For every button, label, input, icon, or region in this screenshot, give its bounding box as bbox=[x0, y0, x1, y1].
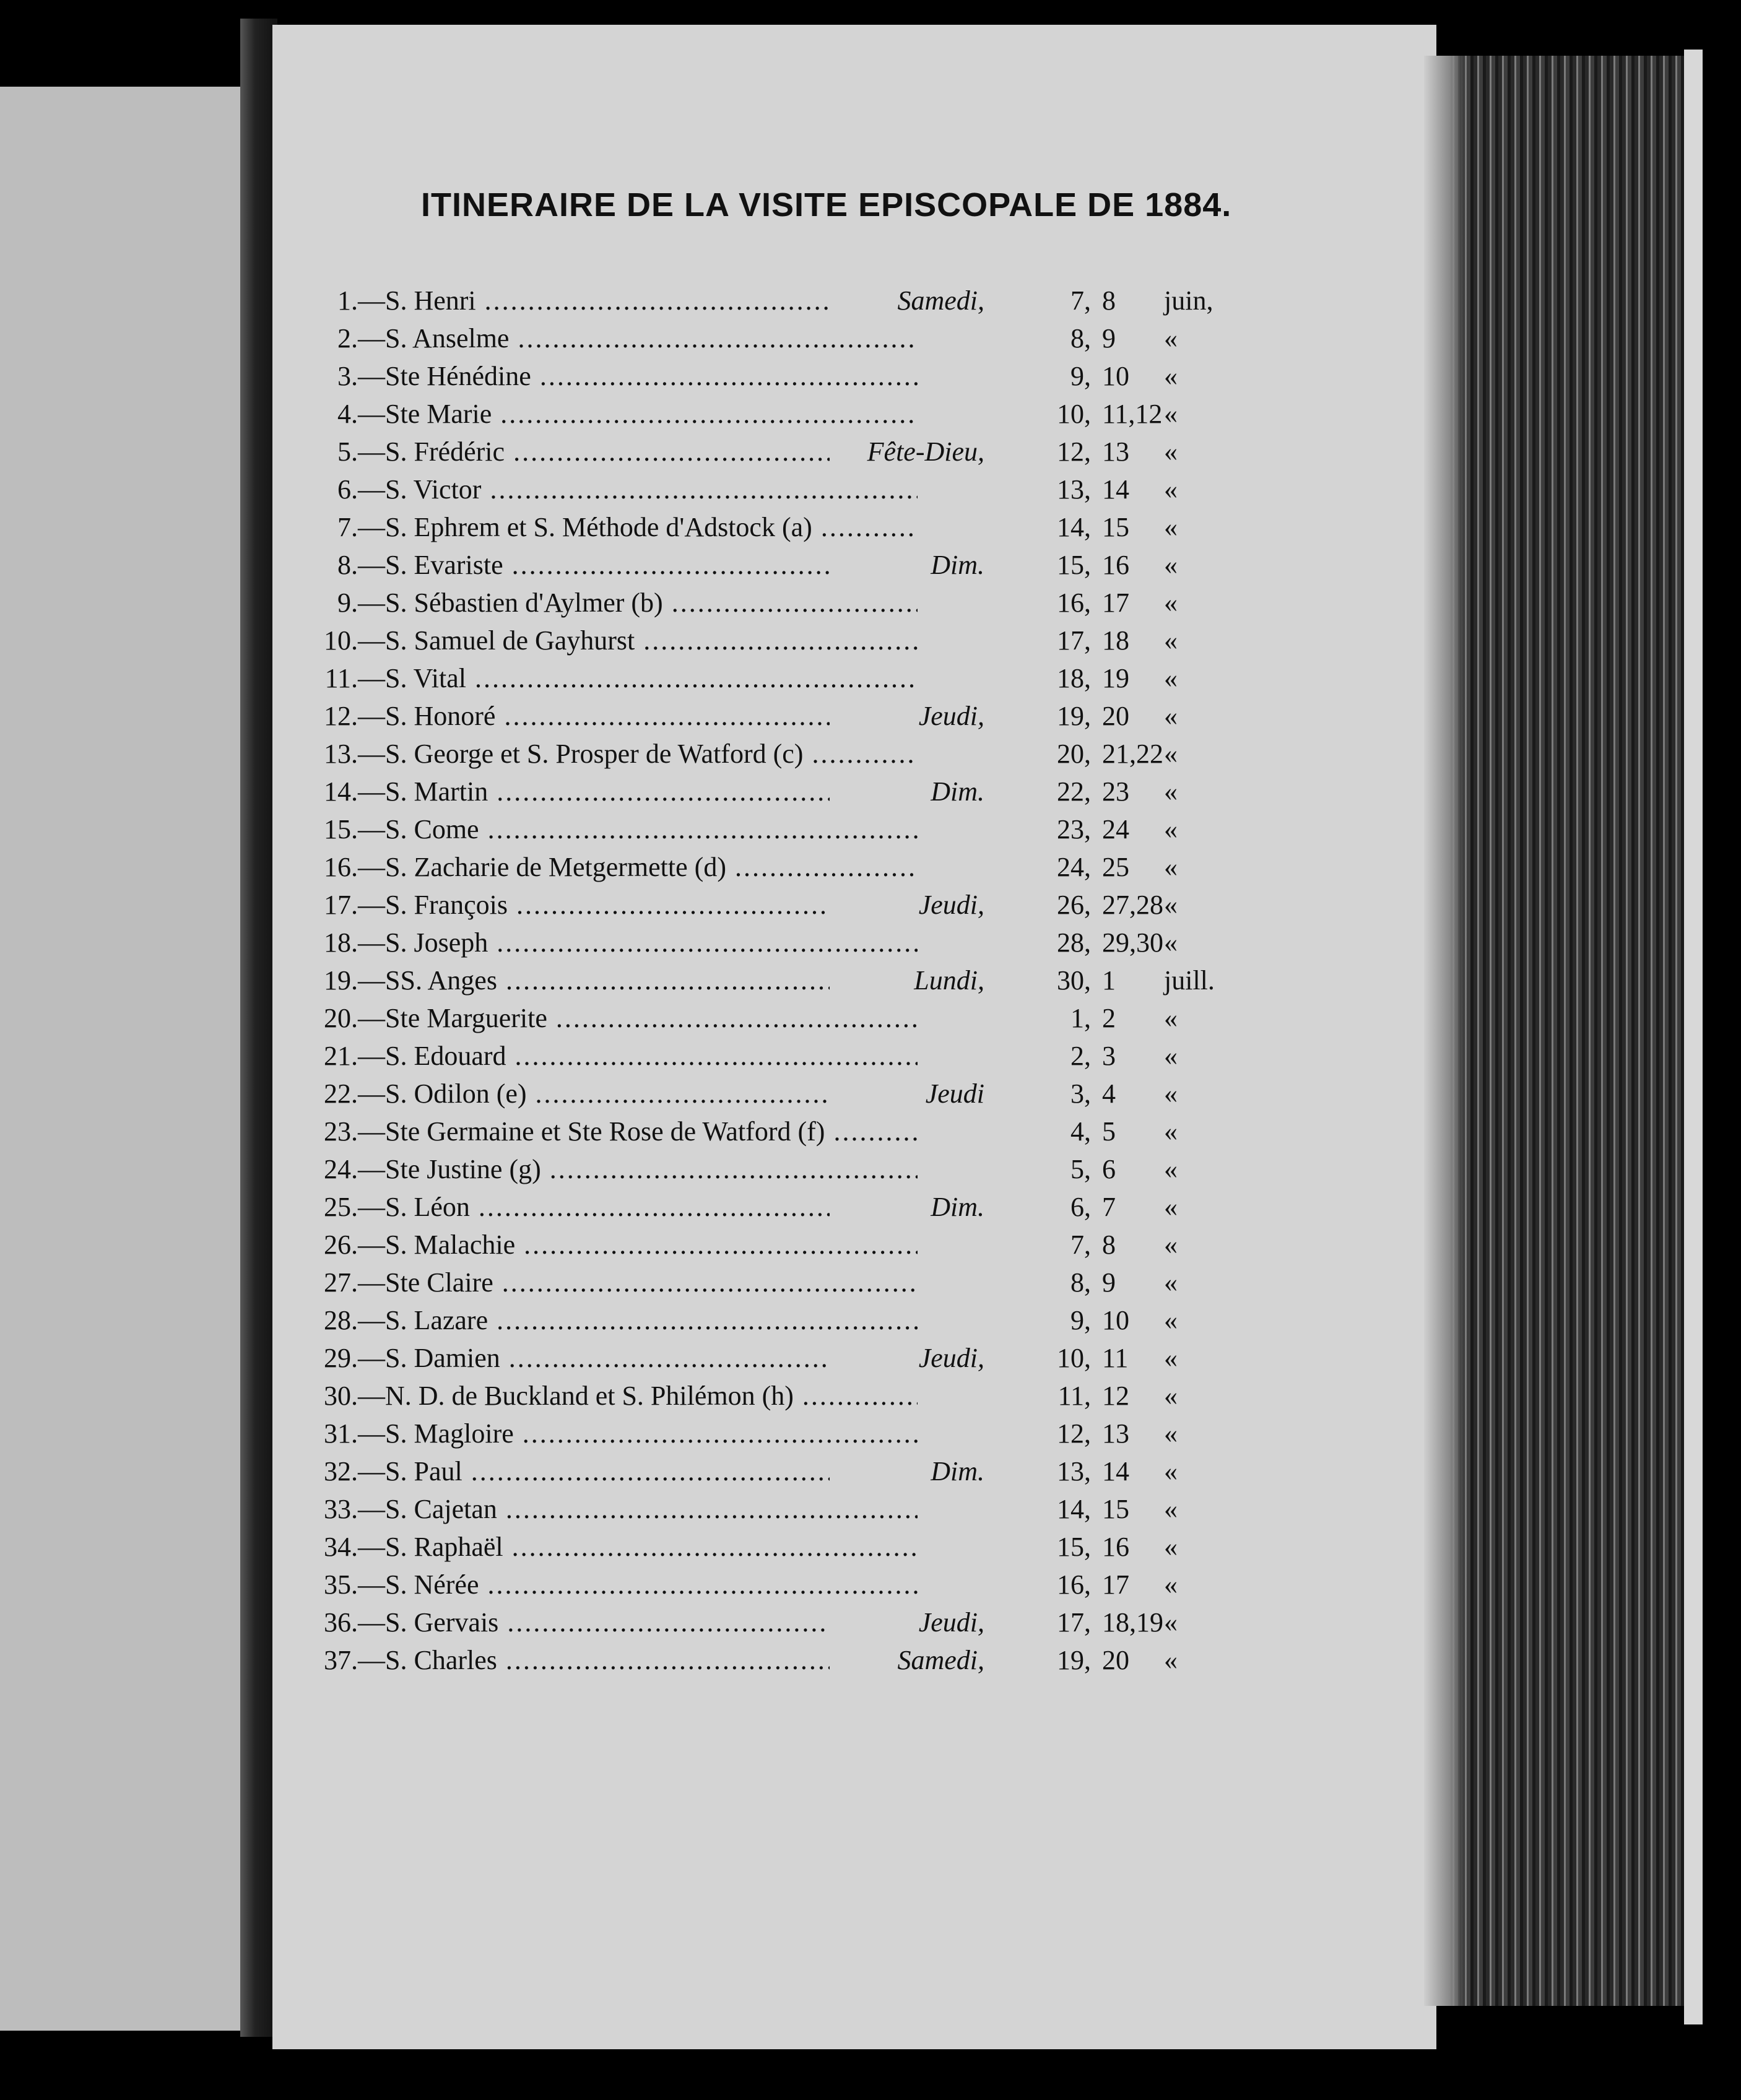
itinerary-entry bbox=[0, 659, 1741, 697]
itinerary-entry bbox=[0, 395, 1741, 433]
date-departure: 15 bbox=[1102, 1494, 1129, 1524]
month-label: « bbox=[1164, 1456, 1178, 1486]
month-label: juill. bbox=[1164, 965, 1215, 996]
date-departure: 6 bbox=[1102, 1154, 1116, 1184]
date-departure: 9 bbox=[1102, 1267, 1116, 1298]
parish-name: S. Come ..... bbox=[385, 810, 918, 848]
date-departure: 16 bbox=[1102, 1532, 1129, 1562]
parish-name: S. Cajetan ..... bbox=[385, 1490, 918, 1528]
weekday-note: Dim. bbox=[830, 773, 984, 810]
itinerary-entry bbox=[0, 999, 1741, 1037]
itinerary-entry bbox=[0, 1113, 1741, 1150]
date-departure: 14 bbox=[1102, 1456, 1129, 1486]
month-label: « bbox=[1164, 550, 1178, 580]
month-label: « bbox=[1164, 1192, 1178, 1222]
date-arrival: 9, bbox=[1070, 1305, 1091, 1335]
date-arrival: 12, bbox=[1057, 436, 1091, 467]
entry-number: 31.— bbox=[324, 1418, 385, 1449]
parish-name: S. Paul ..... bbox=[385, 1452, 918, 1490]
itinerary-entry bbox=[0, 622, 1741, 659]
entry-number: 27.— bbox=[324, 1267, 385, 1298]
itinerary-entry bbox=[0, 1339, 1741, 1377]
date-arrival: 8, bbox=[1070, 323, 1091, 354]
entry-number: 21.— bbox=[324, 1041, 385, 1071]
parish-name: N. D. de Buckland et S. Philémon (h) ..... bbox=[385, 1377, 918, 1415]
month-label: « bbox=[1164, 776, 1178, 807]
month-label: « bbox=[1164, 1305, 1178, 1335]
itinerary-entry bbox=[0, 319, 1741, 357]
parish-name: S. Gervais ..... bbox=[385, 1603, 918, 1641]
date-departure: 2 bbox=[1102, 1003, 1116, 1033]
month-label: « bbox=[1164, 927, 1178, 958]
parish-name: S. Raphaël ..... bbox=[385, 1528, 918, 1566]
month-label: « bbox=[1164, 1532, 1178, 1562]
date-departure: 14 bbox=[1102, 474, 1129, 505]
date-arrival: 10, bbox=[1057, 1343, 1091, 1373]
date-arrival: 8, bbox=[1070, 1267, 1091, 1298]
date-arrival: 3, bbox=[1070, 1078, 1091, 1109]
date-departure: 27,28 bbox=[1102, 890, 1163, 920]
date-departure: 18,19 bbox=[1102, 1607, 1163, 1638]
month-label: « bbox=[1164, 1569, 1178, 1600]
weekday-note: Samedi, bbox=[830, 282, 984, 319]
date-departure: 5 bbox=[1102, 1116, 1116, 1147]
parish-name: S. Evariste ..... bbox=[385, 546, 918, 584]
itinerary-entry bbox=[0, 1075, 1741, 1113]
date-departure: 19 bbox=[1102, 663, 1129, 693]
date-departure: 16 bbox=[1102, 550, 1129, 580]
date-arrival: 15, bbox=[1057, 1532, 1091, 1562]
parish-name: Ste Claire ..... bbox=[385, 1264, 918, 1301]
itinerary-entry bbox=[0, 924, 1741, 961]
weekday-note: Jeudi, bbox=[830, 886, 984, 924]
month-label: « bbox=[1164, 436, 1178, 467]
entry-number: 32.— bbox=[324, 1456, 385, 1486]
itinerary-entry bbox=[0, 357, 1741, 395]
month-label: « bbox=[1164, 814, 1178, 844]
month-label: « bbox=[1164, 1267, 1178, 1298]
date-departure: 23 bbox=[1102, 776, 1129, 807]
itinerary-entry bbox=[0, 1641, 1741, 1679]
itinerary-entry bbox=[0, 1603, 1741, 1641]
month-label: « bbox=[1164, 1381, 1178, 1411]
parish-name: S. Nérée ..... bbox=[385, 1566, 918, 1603]
parish-name: S. Charles ..... bbox=[385, 1641, 918, 1679]
date-departure: 13 bbox=[1102, 436, 1129, 467]
itinerary-entry bbox=[0, 282, 1741, 319]
entry-number: 18.— bbox=[324, 927, 385, 958]
entry-number: 36.— bbox=[324, 1607, 385, 1638]
month-label: « bbox=[1164, 1154, 1178, 1184]
date-arrival: 30, bbox=[1057, 965, 1091, 996]
itinerary-entry bbox=[0, 1490, 1741, 1528]
date-arrival: 24, bbox=[1057, 852, 1091, 882]
parish-name: S. Odilon (e) ..... bbox=[385, 1075, 918, 1113]
month-label: « bbox=[1164, 1230, 1178, 1260]
itinerary-entry bbox=[0, 1037, 1741, 1075]
date-arrival: 18, bbox=[1057, 663, 1091, 693]
date-departure: 20 bbox=[1102, 1645, 1129, 1675]
parish-name: Ste Justine (g) ..... bbox=[385, 1150, 918, 1188]
date-arrival: 7, bbox=[1070, 285, 1091, 316]
date-departure: 8 bbox=[1102, 1230, 1116, 1260]
date-departure: 8 bbox=[1102, 285, 1116, 316]
month-label: « bbox=[1164, 1041, 1178, 1071]
month-label: « bbox=[1164, 701, 1178, 731]
weekday-note: Jeudi, bbox=[830, 697, 984, 735]
parish-name: S. Zacharie de Metgermette (d) ..... bbox=[385, 848, 918, 886]
date-arrival: 6, bbox=[1070, 1192, 1091, 1222]
weekday-note: Dim. bbox=[830, 1452, 984, 1490]
itinerary-entry bbox=[0, 546, 1741, 584]
date-arrival: 19, bbox=[1057, 701, 1091, 731]
date-arrival: 14, bbox=[1057, 1494, 1091, 1524]
date-arrival: 1, bbox=[1070, 1003, 1091, 1033]
parish-name: S. Joseph ..... bbox=[385, 924, 918, 961]
parish-name: S. François ..... bbox=[385, 886, 918, 924]
entry-number: 3.— bbox=[337, 361, 385, 391]
date-arrival: 19, bbox=[1057, 1645, 1091, 1675]
parish-name: Ste Marguerite ..... bbox=[385, 999, 918, 1037]
itinerary-entry bbox=[0, 1301, 1741, 1339]
entry-number: 25.— bbox=[324, 1192, 385, 1222]
date-departure: 13 bbox=[1102, 1418, 1129, 1449]
parish-name: S. Honoré ..... bbox=[385, 697, 918, 735]
itinerary-entry bbox=[0, 886, 1741, 924]
itinerary-entry bbox=[0, 1415, 1741, 1452]
weekday-note: Jeudi, bbox=[830, 1339, 984, 1377]
weekday-note: Jeudi, bbox=[830, 1603, 984, 1641]
entry-number: 29.— bbox=[324, 1343, 385, 1373]
entry-number: 5.— bbox=[337, 436, 385, 467]
entry-number: 37.— bbox=[324, 1645, 385, 1675]
parish-name: S. Martin ..... bbox=[385, 773, 918, 810]
month-label: « bbox=[1164, 1607, 1178, 1638]
date-departure: 17 bbox=[1102, 1569, 1129, 1600]
entry-number: 30.— bbox=[324, 1381, 385, 1411]
date-departure: 7 bbox=[1102, 1192, 1116, 1222]
entry-number: 14.— bbox=[324, 776, 385, 807]
itinerary-entry bbox=[0, 471, 1741, 508]
itinerary-entry bbox=[0, 1264, 1741, 1301]
weekday-note: Fête-Dieu, bbox=[830, 433, 984, 471]
parish-name: S. Victor ..... bbox=[385, 471, 918, 508]
entry-number: 16.— bbox=[324, 852, 385, 882]
entry-number: 8.— bbox=[337, 550, 385, 580]
parish-name: Ste Marie ..... bbox=[385, 395, 918, 433]
date-arrival: 16, bbox=[1057, 1569, 1091, 1600]
date-departure: 15 bbox=[1102, 512, 1129, 542]
itinerary-entry bbox=[0, 508, 1741, 546]
entry-number: 35.— bbox=[324, 1569, 385, 1600]
parish-name: SS. Anges ..... bbox=[385, 961, 918, 999]
date-arrival: 2, bbox=[1070, 1041, 1091, 1071]
month-label: « bbox=[1164, 739, 1178, 769]
itinerary-entry bbox=[0, 1150, 1741, 1188]
weekday-note: Samedi, bbox=[830, 1641, 984, 1679]
date-departure: 21,22 bbox=[1102, 739, 1163, 769]
date-departure: 3 bbox=[1102, 1041, 1116, 1071]
date-arrival: 22, bbox=[1057, 776, 1091, 807]
month-label: « bbox=[1164, 1078, 1178, 1109]
date-departure: 24 bbox=[1102, 814, 1129, 844]
month-label: « bbox=[1164, 1418, 1178, 1449]
parish-name: S. Frédéric ..... bbox=[385, 433, 918, 471]
date-arrival: 14, bbox=[1057, 512, 1091, 542]
date-departure: 17 bbox=[1102, 588, 1129, 618]
parish-name: S. Ephrem et S. Méthode d'Adstock (a) ..... bbox=[385, 508, 918, 546]
date-arrival: 11, bbox=[1057, 1381, 1091, 1411]
parish-name: S. George et S. Prosper de Watford (c) ..... bbox=[385, 735, 918, 773]
month-label: « bbox=[1164, 588, 1178, 618]
parish-name: S. Vital ..... bbox=[385, 659, 918, 697]
entry-number: 33.— bbox=[324, 1494, 385, 1524]
itinerary-entry bbox=[0, 810, 1741, 848]
month-label: « bbox=[1164, 625, 1178, 656]
itinerary-entry bbox=[0, 1188, 1741, 1226]
date-departure: 11,12 bbox=[1102, 399, 1163, 429]
month-label: « bbox=[1164, 474, 1178, 505]
month-label: « bbox=[1164, 663, 1178, 693]
entry-number: 17.— bbox=[324, 890, 385, 920]
date-departure: 18 bbox=[1102, 625, 1129, 656]
month-label: « bbox=[1164, 1494, 1178, 1524]
parish-name: S. Henri ..... bbox=[385, 282, 918, 319]
entry-number: 19.— bbox=[324, 965, 385, 996]
date-departure: 29,30 bbox=[1102, 927, 1163, 958]
parish-name: S. Damien ..... bbox=[385, 1339, 918, 1377]
entry-number: 12.— bbox=[324, 701, 385, 731]
parish-name: S. Edouard ..... bbox=[385, 1037, 918, 1075]
page-title: ITINERAIRE DE LA VISITE EPISCOPALE DE 1884. bbox=[421, 186, 1232, 223]
date-arrival: 17, bbox=[1057, 625, 1091, 656]
parish-name: S. Samuel de Gayhurst ..... bbox=[385, 622, 918, 659]
itinerary-entry bbox=[0, 1528, 1741, 1566]
date-departure: 11 bbox=[1102, 1343, 1129, 1373]
month-label: « bbox=[1164, 1343, 1178, 1373]
date-departure: 25 bbox=[1102, 852, 1129, 882]
date-arrival: 13, bbox=[1057, 474, 1091, 505]
parish-name: S. Sébastien d'Aylmer (b) ..... bbox=[385, 584, 918, 622]
entry-number: 24.— bbox=[324, 1154, 385, 1184]
date-arrival: 10, bbox=[1057, 399, 1091, 429]
itinerary-entry bbox=[0, 961, 1741, 999]
itinerary-entry bbox=[0, 848, 1741, 886]
parish-name: S. Magloire ..... bbox=[385, 1415, 918, 1452]
itinerary-entry bbox=[0, 433, 1741, 471]
date-arrival: 9, bbox=[1070, 361, 1091, 391]
entry-number: 10.— bbox=[324, 625, 385, 656]
parish-name: Ste Germaine et Ste Rose de Watford (f) ..... bbox=[385, 1113, 918, 1150]
month-label: « bbox=[1164, 323, 1178, 354]
date-departure: 9 bbox=[1102, 323, 1116, 354]
itinerary-entry bbox=[0, 1566, 1741, 1603]
parish-name: S. Lazare ..... bbox=[385, 1301, 918, 1339]
entry-number: 28.— bbox=[324, 1305, 385, 1335]
entry-number: 1.— bbox=[337, 285, 385, 316]
itinerary-entry bbox=[0, 773, 1741, 810]
date-arrival: 12, bbox=[1057, 1418, 1091, 1449]
entry-number: 7.— bbox=[337, 512, 385, 542]
parish-name: S. Léon ..... bbox=[385, 1188, 918, 1226]
itinerary-entry bbox=[0, 584, 1741, 622]
date-arrival: 7, bbox=[1070, 1230, 1091, 1260]
entry-number: 15.— bbox=[324, 814, 385, 844]
date-arrival: 26, bbox=[1057, 890, 1091, 920]
month-label: « bbox=[1164, 1645, 1178, 1675]
entry-number: 26.— bbox=[324, 1230, 385, 1260]
entry-number: 6.— bbox=[337, 474, 385, 505]
parish-name: Ste Hénédine ..... bbox=[385, 357, 918, 395]
parish-name: S. Malachie ..... bbox=[385, 1226, 918, 1264]
date-departure: 1 bbox=[1102, 965, 1116, 996]
parish-name: S. Anselme ..... bbox=[385, 319, 918, 357]
date-arrival: 28, bbox=[1057, 927, 1091, 958]
date-arrival: 5, bbox=[1070, 1154, 1091, 1184]
month-label: « bbox=[1164, 361, 1178, 391]
month-label: « bbox=[1164, 1116, 1178, 1147]
weekday-note: Dim. bbox=[830, 1188, 984, 1226]
date-departure: 12 bbox=[1102, 1381, 1129, 1411]
month-label: « bbox=[1164, 852, 1178, 882]
date-departure: 10 bbox=[1102, 361, 1129, 391]
month-label: « bbox=[1164, 890, 1178, 920]
entry-number: 22.— bbox=[324, 1078, 385, 1109]
month-label: « bbox=[1164, 1003, 1178, 1033]
date-arrival: 16, bbox=[1057, 588, 1091, 618]
entry-number: 34.— bbox=[324, 1532, 385, 1562]
date-arrival: 15, bbox=[1057, 550, 1091, 580]
month-label: « bbox=[1164, 399, 1178, 429]
itinerary-entry bbox=[0, 735, 1741, 773]
date-arrival: 4, bbox=[1070, 1116, 1091, 1147]
weekday-note: Jeudi bbox=[830, 1075, 984, 1113]
month-label: juin, bbox=[1164, 285, 1213, 316]
entry-number: 2.— bbox=[337, 323, 385, 354]
itinerary-entry bbox=[0, 697, 1741, 735]
entry-number: 9.— bbox=[337, 588, 385, 618]
entry-number: 4.— bbox=[337, 399, 385, 429]
weekday-note: Dim. bbox=[830, 546, 984, 584]
entry-number: 11.— bbox=[324, 663, 385, 693]
date-arrival: 23, bbox=[1057, 814, 1091, 844]
weekday-note: Lundi, bbox=[830, 961, 984, 999]
itinerary-entry bbox=[0, 1452, 1741, 1490]
date-arrival: 13, bbox=[1057, 1456, 1091, 1486]
date-arrival: 17, bbox=[1057, 1607, 1091, 1638]
entry-number: 20.— bbox=[324, 1003, 385, 1033]
date-departure: 10 bbox=[1102, 1305, 1129, 1335]
date-arrival: 20, bbox=[1057, 739, 1091, 769]
itinerary-entry bbox=[0, 1377, 1741, 1415]
entry-number: 23.— bbox=[324, 1116, 385, 1147]
date-departure: 20 bbox=[1102, 701, 1129, 731]
entry-number: 13.— bbox=[324, 739, 385, 769]
itinerary-entry bbox=[0, 1226, 1741, 1264]
date-departure: 4 bbox=[1102, 1078, 1116, 1109]
month-label: « bbox=[1164, 512, 1178, 542]
